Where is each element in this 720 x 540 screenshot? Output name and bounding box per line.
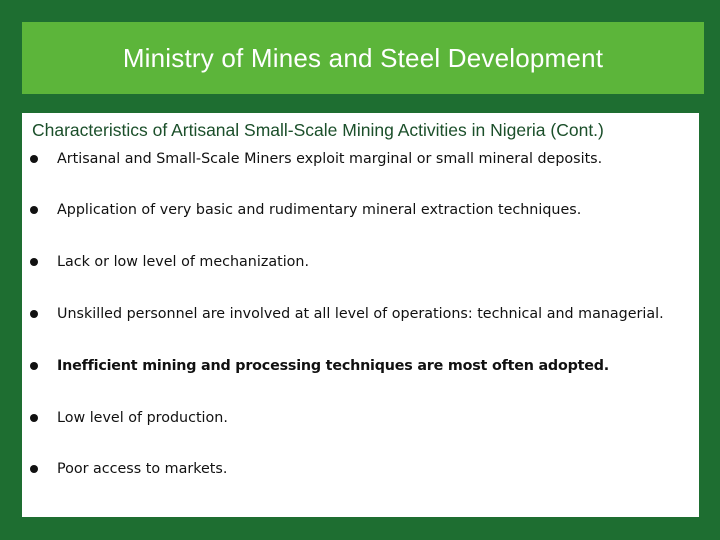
bullet-item-6	[22, 457, 699, 481]
bullet-text: Poor access to markets.	[57, 461, 228, 477]
bullet-dot-icon	[30, 465, 38, 473]
content-panel	[22, 113, 699, 517]
slide-title: Ministry of Mines and Steel Development	[122, 42, 604, 73]
title-banner	[22, 22, 704, 94]
bullet-dot-icon	[30, 362, 38, 370]
bullet-dot-icon	[30, 155, 38, 163]
bullet-item-2	[22, 250, 699, 274]
bullet-text: Lack or low level of mechanization.	[57, 254, 310, 270]
bullet-item-3	[22, 302, 699, 326]
bullet-dot-icon	[30, 258, 38, 266]
bullet-item-5	[22, 406, 699, 430]
section-heading: Characteristics of Artisanal Small-Scale Mining Activities in Nigeria (Cont.)	[32, 120, 604, 140]
bullet-text: Artisanal and Small-Scale Miners exploit marginal or small mineral deposits.	[57, 151, 603, 167]
bullet-item-4	[22, 354, 699, 378]
bullet-dot-icon	[30, 206, 38, 214]
bullet-text: Application of very basic and rudimentary mineral extraction techniques.	[57, 202, 582, 218]
bullet-dot-icon	[30, 414, 38, 422]
bullet-text: Low level of production.	[57, 410, 228, 426]
bullet-text: Unskilled personnel are involved at all level of operations: technical and managerial.	[57, 306, 664, 322]
bullet-item-1	[22, 198, 699, 222]
bullet-dot-icon	[30, 310, 38, 318]
bullet-text-emphasized: Inefficient mining and processing techniques are most often adopted.	[57, 358, 610, 374]
bullet-item-0	[22, 147, 699, 171]
